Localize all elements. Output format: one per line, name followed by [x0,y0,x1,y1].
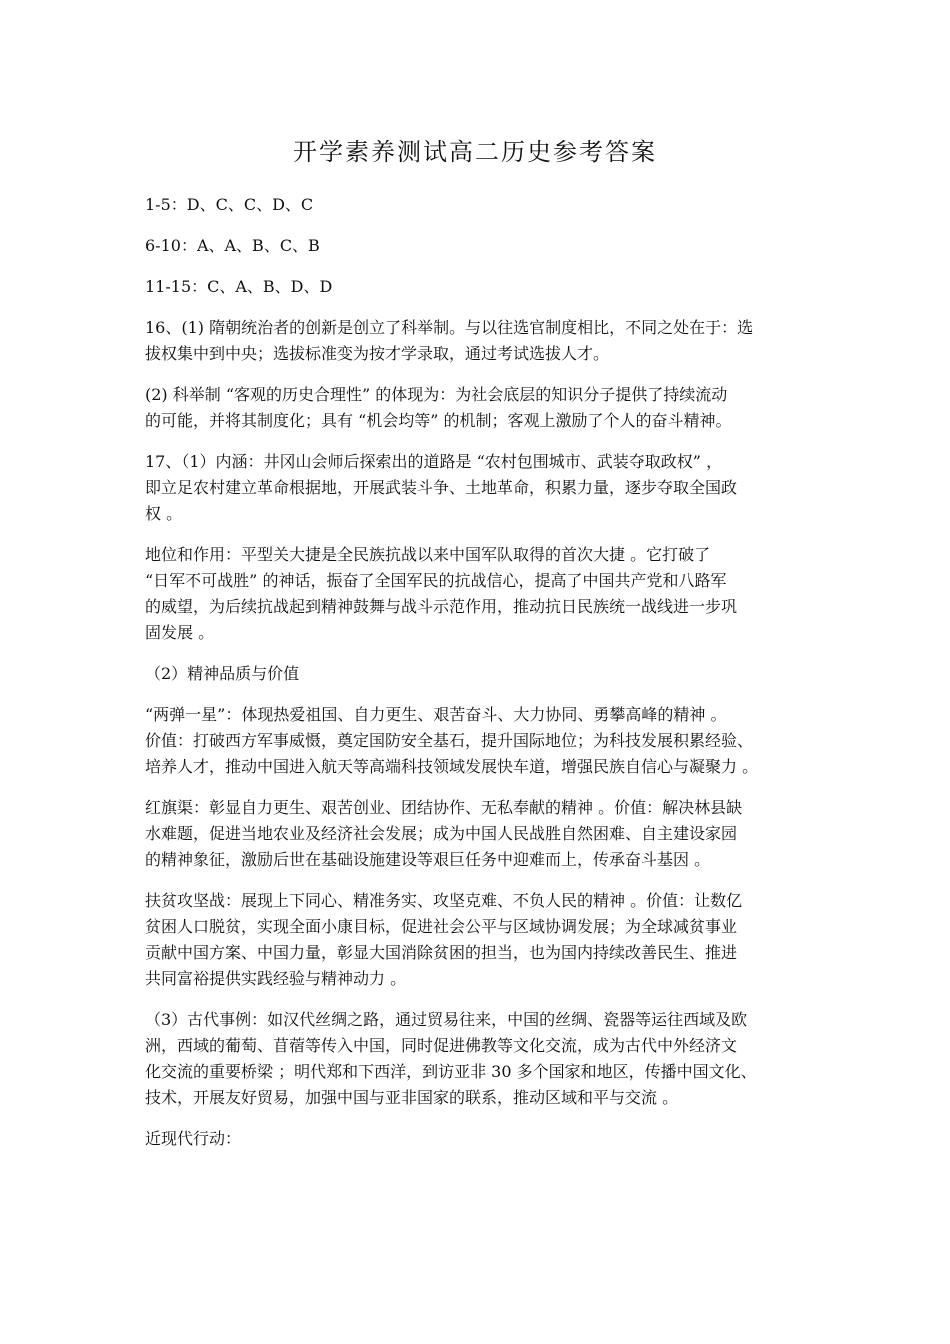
answer-text: 1-5：D、C、C、D、C [145,195,314,214]
text-line: 共同富裕提供实践经验与精神动力 。 [145,969,407,988]
text-line: 技术，开展友好贸易，加强中国与亚非国家的联系，推动区域和平与交流 。 [145,1088,679,1107]
answer-line [145,192,811,218]
q17-part1 [145,449,811,527]
document-body [145,192,811,1167]
q16-part2 [145,382,811,434]
text-line: 的威望，为后续抗战起到精神鼓舞与战斗示范作用，推动抗日民族统一战线进一步巩 [145,597,738,616]
two-bombs-one-satellite-paragraph [145,702,811,780]
text-line: 水难题，促进当地农业及经济社会发展；成为中国人民战胜自然困难、自主建设家园 [145,824,738,843]
text-line: 的精神象征，激励后世在基础设施建设等艰巨任务中迎难而上，传承奋斗基因 。 [145,850,711,869]
text-line: 拔权集中到中央；选拔标准变为按才学录取，通过考试选拔人才。 [145,344,610,363]
text-line: 17、（1）内涵：井冈山会师后探索出的道路是 “农村包围城市、武装夺取政权” ， [145,452,723,471]
text-line: “两弹一星”：体现热爱祖国、自力更生、艰苦奋斗、大力协同、勇攀高峰的精神 。 [145,705,727,724]
q17-part3-paragraph [145,1007,811,1111]
text-line: 贫困人口脱贫，实现全面小康目标，促进社会公平与区域协调发展；为全球减贫事业 [145,917,738,936]
answer-text: 6-10：A、A、B、C、B [145,236,320,255]
text-line: 红旗渠：彰显自力更生、艰苦创业、团结协作、无私奉献的精神 。价值：解决林县缺 [145,798,743,817]
answer-line [145,274,811,300]
poverty-alleviation-paragraph [145,888,811,992]
text-line: 培养人才，推动中国进入航天等高端科技领域发展快车道，增强民族自信心与凝聚力 。 [145,757,759,776]
q16-part1 [145,315,811,367]
text-line: 权 。 [145,504,183,523]
text-line: 近现代行动： [145,1129,242,1148]
text-line: （2）精神品质与价值 [145,664,300,683]
text-line: 地位和作用：平型关大捷是全民族抗战以来中国军队取得的首次大捷 。它打破了 [145,545,711,564]
text-line: 的可能，并将其制度化；具有 “机会均等” 的机制；客观上激励了个人的奋斗精神。 [145,411,732,430]
answer-line [145,233,811,259]
text-line: 贡献中国方案、中国力量，彰显大国消除贫困的担当，也为国内持续改善民生、推进 [145,943,738,962]
q17-role-paragraph [145,542,811,646]
text-line: 即立足农村建立革命根据地，开展武装斗争、土地革命，积累力量，逐步夺取全国政 [145,478,738,497]
text-line: 化交流的重要桥梁 ；明代郑和下西洋，到访亚非 30 多个国家和地区，传播中国文化、 [145,1062,757,1081]
text-line: 固发展 。 [145,623,215,642]
text-line: （3）古代事例：如汉代丝绸之路，通过贸易往来，中国的丝绸、瓷器等运往西域及欧 [145,1010,748,1029]
red-flag-canal-paragraph [145,795,811,873]
text-line: 扶贫攻坚战：展现上下同心、精准务实、攻坚克难、不负人民的精神 。价值：让数亿 [145,891,743,910]
page-title: 开学素养测试高二历史参考答案 [293,138,657,166]
text-line: 洲，西域的葡萄、苜蓿等传入中国，同时促进佛教等文化交流，成为古代中外经济文 [145,1036,738,1055]
text-line: (2) 科举制 “客观的历史合理性” 的体现为：为社会底层的知识分子提供了持续流动 [145,385,728,404]
text-line: “日军不可战胜” 的神话，振奋了全国军民的抗战信心，提高了中国共产党和八路军 [145,571,727,590]
q17-part2-heading [145,661,811,687]
text-line: 16、(1) 隋朝统治者的创新是创立了科举制。与以往选官制度相比，不同之处在于：选 [145,318,754,337]
text-line: 价值：打破西方军事威慑，奠定国防安全基石，提升国际地位；为科技发展积累经验、 [145,731,754,750]
answer-text: 11-15：C、A、B、D、D [145,277,333,296]
modern-actions-heading [145,1126,811,1152]
